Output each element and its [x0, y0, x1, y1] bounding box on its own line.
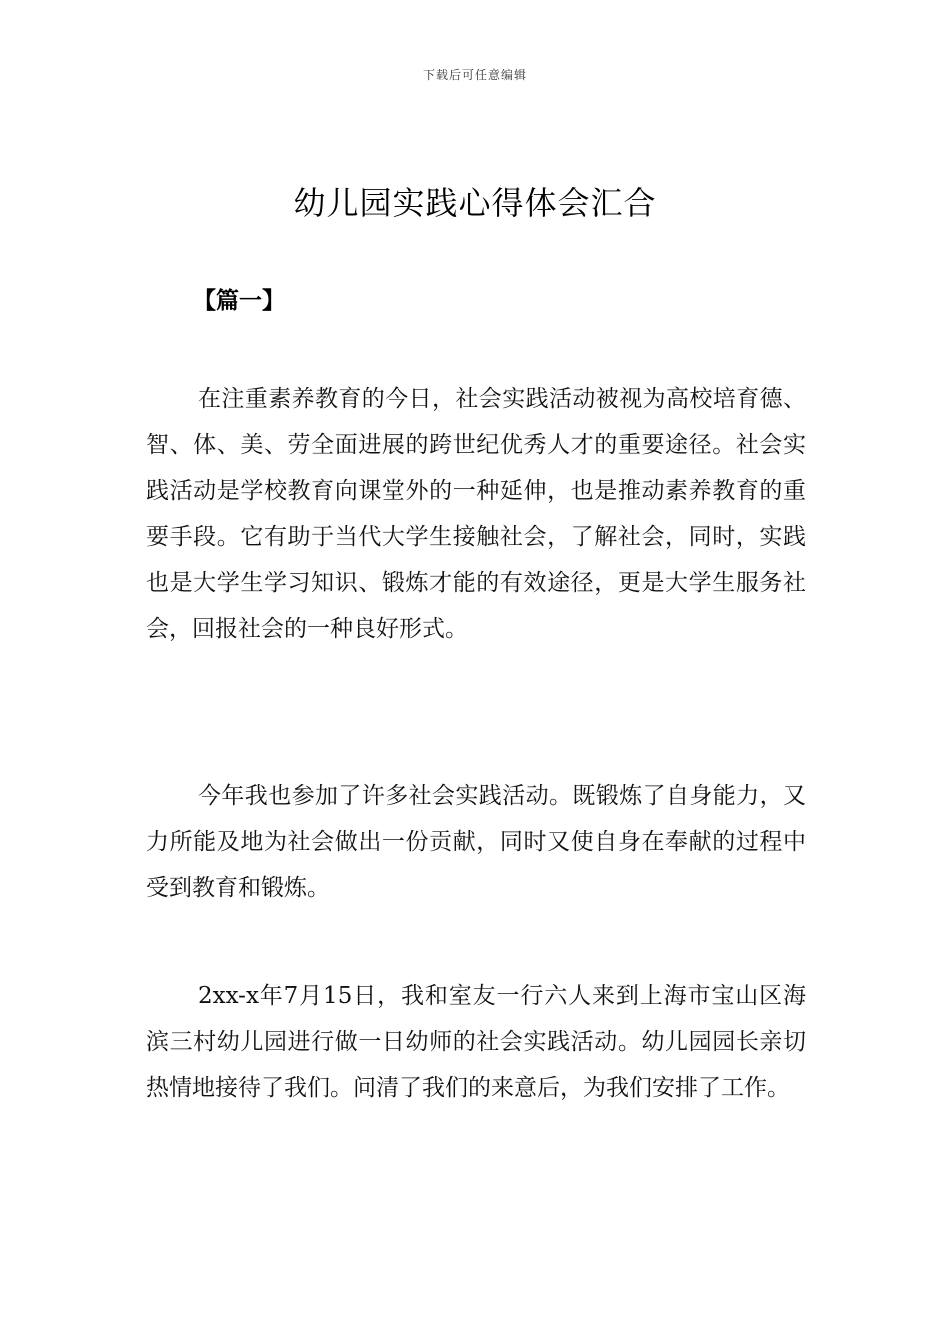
- section-label: 【篇一】: [193, 287, 285, 314]
- paragraph-2: 今年我也参加了许多社会实践活动。既锻炼了自身能力，又力所能及地为社会做出一份贡献，同时又使自身在奉献的过程中受到教育和锻炼。: [146, 783, 806, 901]
- paragraph-3: 2xx-x年7月15日，我和室友一行六人来到上海市宝山区海滨三村幼儿园进行做一日幼师的社会实践活动。幼儿园园长亲切热情地接待了我们。问清了我们的来意后，为我们安排了工作。: [146, 983, 806, 1101]
- document-title: 幼儿园实践心得体会汇合: [293, 184, 657, 222]
- paragraph-1: 在注重素养教育的今日，社会实践活动被视为高校培育德、智、体、美、劳全面进展的跨世纪优秀人才的重要途径。社会实践活动是学校教育向课堂外的一种延伸，也是推动素养教育的重要手段。它有助于当代大学生接触社会，了解社会，同时，实践也是大学生学习知识、锻炼才能的有效途径，更是大学生服务社会，回报社会的一种良好形式。: [146, 386, 806, 642]
- header-note: 下载后可任意编辑: [422, 68, 527, 82]
